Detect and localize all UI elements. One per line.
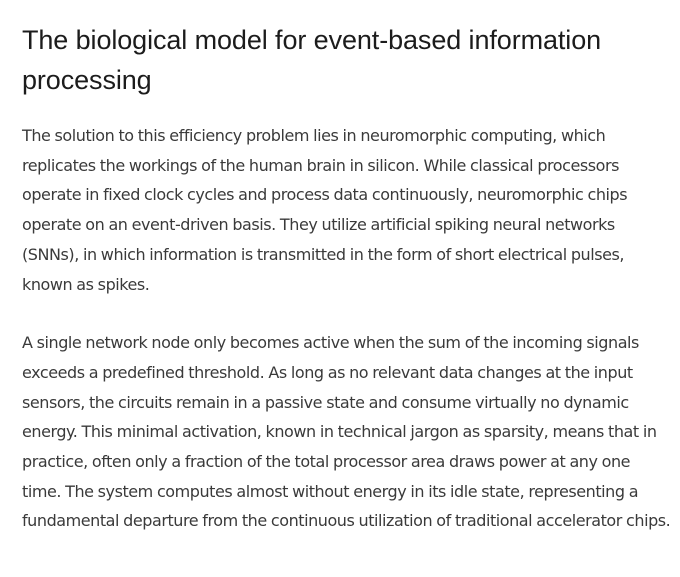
section-heading: The biological model for event-based information processing xyxy=(22,25,602,95)
body-paragraph: The solution to this efficiency problem lies in neuromorphic computing, which replicates the workings of the human brain in silicon. While classical processors operate in fixed clock cycles and process data continuously, neuromorphic chips operate on an event-driven basis. They utilize artificial spiking neural networks (SNNs), in which information is transmitted in the form of short electrical pulses, known as spikes. xyxy=(22,126,628,294)
body-paragraph: A single network node only becomes active when the sum of the incoming signals exceeds a predefined threshold. As long as no relevant data changes at the input sensors, the circuits remain in a passive state and consume virtually no dynamic energy. This minimal activation, known in technical jargon as sparsity, means that in practice, often only a fraction of the total processor area draws power at any one time. The system computes almost without energy in its idle state, representing a fundamental departure from the continuous utilization of traditional accelerator chips. xyxy=(22,333,671,531)
article-section xyxy=(22,0,672,536)
